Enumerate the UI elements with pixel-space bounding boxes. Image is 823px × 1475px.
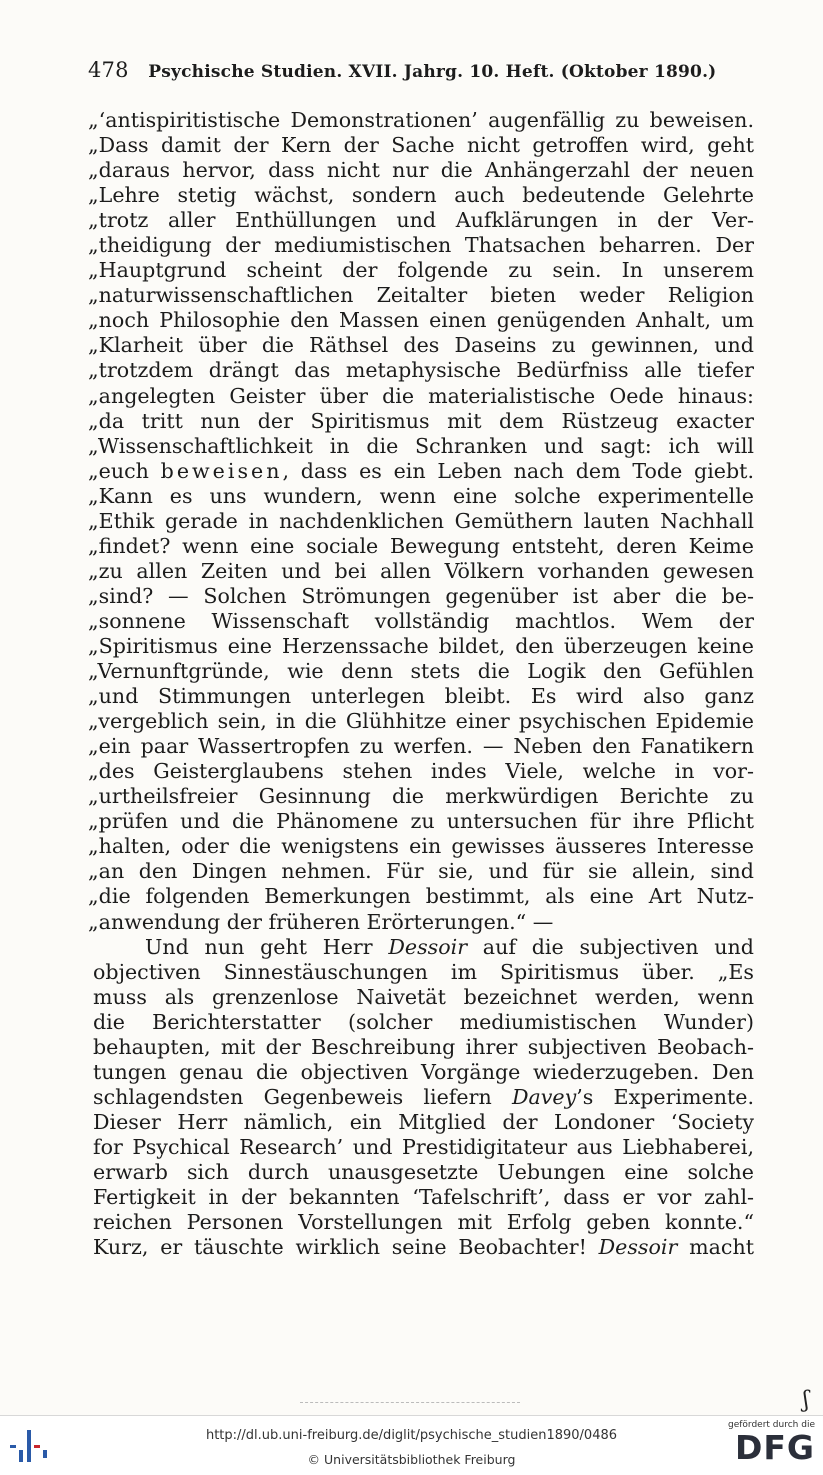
- italic-name: Dessoir: [388, 934, 468, 959]
- spaced-emphasis: beweisen: [160, 458, 283, 483]
- text-line: „an den Dingen nehmen. Für sie, und für sie allein, sind: [88, 859, 754, 884]
- text-line: [88, 1235, 754, 1260]
- text-line: „trotzdem drängt das metaphysische Bedürfniss alle tiefer: [88, 358, 754, 383]
- text-line: Fertigkeit in der bekannten ‘Tafelschrift’, dass er vor zahl-: [93, 1185, 754, 1210]
- italic-name: Davey: [511, 1084, 577, 1109]
- text-line: tungen genau die objectiven Vorgänge wiederzugeben. Den: [93, 1059, 754, 1084]
- text-line: „Ethik gerade in nachdenklichen Gemüthern lauten Nachhall: [88, 508, 754, 533]
- copyright-notice: © Universitätsbibliothek Freiburg: [307, 1452, 516, 1467]
- text-line: „angelegten Geister über die materialistische Oede hinaus:: [88, 383, 754, 408]
- sponsor-text: gefördert durch die: [728, 1420, 815, 1430]
- text-line: „Spiritismus eine Herzenssache bildet, den überzeugen keine: [88, 633, 754, 658]
- text-line: Dieser Herr nämlich, ein Mitglied der Londoner ‘Society: [93, 1109, 754, 1134]
- line-start: Kurz, er täuschte wirklich seine Beobachter!: [93, 1235, 599, 1260]
- text-line: die Berichterstatter (solcher mediumistischen Wunder): [93, 1009, 754, 1034]
- text-line: „und Stimmungen unterlegen bleibt. Es wird also ganz: [88, 684, 754, 709]
- text-line: „halten, oder die wenigstens ein gewisses äusseres Interesse: [88, 834, 754, 859]
- text-line: [88, 459, 754, 484]
- text-line: „Lehre stetig wächst, sondern auch bedeutende Gelehrte: [88, 183, 754, 208]
- text-line: „Wissenschaftlichkeit in die Schranken und sagt: ich will: [88, 433, 754, 458]
- page-number: 478: [88, 58, 129, 82]
- text-line: „prüfen und die Phänomene zu untersuchen für ihre Pflicht: [88, 809, 754, 834]
- viewer-footer: [0, 1415, 823, 1475]
- text-line: „zu allen Zeiten und bei allen Völkern vorhanden gewesen: [88, 558, 754, 583]
- text-line: „Vernunftgründe, wie denn stets die Logik den Gefühlen: [88, 659, 754, 684]
- stray-pen-mark-icon: ʃ: [803, 1388, 809, 1413]
- running-head: [88, 58, 748, 82]
- text-line: „vergeblich sein, in die Glühhitze einer psychischen Epidemie: [88, 709, 754, 734]
- line-end: auf die subjectiven und: [467, 934, 754, 959]
- text-line: „des Geisterglaubens stehen indes Viele, welche in vor-: [88, 759, 754, 784]
- text-line: reichen Personen Vorstellungen mit Erfolg geben konnte.“: [93, 1210, 754, 1235]
- text-line: „Klarheit über die Räthsel des Daseins zu gewinnen, und: [88, 333, 754, 358]
- line-start: schlagendsten Gegenbeweis liefern: [93, 1084, 512, 1109]
- text-line: [88, 935, 754, 960]
- line-end: , dass es ein Leben nach dem Tode giebt.: [282, 458, 754, 483]
- text-line: erwarb sich durch unausgesetzte Uebungen eine solche: [93, 1159, 754, 1184]
- text-line: „sonnene Wissenschaft vollständig machtlos. Wem der: [88, 608, 754, 633]
- text-line: „‘antispiritistische Demonstrationen’ augenfällig zu beweisen.: [88, 108, 754, 132]
- text-line: „findet? wenn eine sociale Bewegung entsteht, deren Keime: [88, 533, 754, 558]
- dfg-logo: DFG: [734, 1428, 815, 1467]
- text-line: objectiven Sinnestäuschungen im Spiritismus über. „Es: [93, 959, 754, 984]
- line-start: „euch: [88, 458, 161, 483]
- text-line: „Dass damit der Kern der Sache nicht getroffen wird, geht: [88, 133, 754, 158]
- bottom-scan-artifact: [300, 1402, 520, 1409]
- text-line: muss als grenzenlose Naivetät bezeichnet werden, wenn: [93, 984, 754, 1009]
- text-line: behaupten, mit der Beschreibung ihrer subjectiven Beobach-: [93, 1034, 754, 1059]
- text-line: „ein paar Wassertropfen zu werfen. — Neben den Fanatikern: [88, 734, 754, 759]
- text-line: „trotz aller Enthüllungen und Aufklärungen in der Ver-: [88, 208, 754, 233]
- source-url-link[interactable]: http://dl.ub.uni-freiburg.de/diglit/psychische_studien1890/0486: [205, 1428, 618, 1443]
- text-line: „daraus hervor, dass nicht nur die Anhängerzahl der neuen: [88, 158, 754, 183]
- text-line: „anwendung der früheren Erörterungen.“ —: [88, 909, 554, 934]
- text-line: „sind? — Solchen Strömungen gegenüber ist aber die be-: [88, 583, 754, 608]
- text-line: [88, 1085, 754, 1110]
- text-line: „noch Philosophie den Massen einen genügenden Anhalt, um: [88, 308, 754, 333]
- line-end: ’s Experimente.: [576, 1084, 754, 1109]
- dfg-sponsor[interactable]: [719, 1420, 815, 1472]
- text-line: „naturwissenschaftlichen Zeitalter bieten weder Religion: [88, 283, 754, 308]
- text-line: „Kann es uns wundern, wenn eine solche experimentelle: [88, 483, 754, 508]
- line-start: Und nun geht Herr: [145, 934, 389, 959]
- italic-name: Dessoir: [598, 1235, 678, 1260]
- line-end: macht: [677, 1235, 754, 1260]
- text-line: „die folgenden Bemerkungen bestimmt, als eine Art Nutz-: [88, 884, 754, 909]
- text-line: „theidigung der mediumistischen Thatsachen beharren. Der: [88, 233, 754, 258]
- body-text: [88, 108, 754, 1260]
- text-line: for Psychical Research’ und Prestidigitateur aus Liebhaberei,: [93, 1134, 754, 1159]
- text-line: „Hauptgrund scheint der folgende zu sein. In unserem: [88, 258, 754, 283]
- text-line: „da tritt nun der Spiritismus mit dem Rüstzeug exacter: [88, 408, 754, 433]
- running-title: Psychische Studien. XVII. Jahrg. 10. Heft. (Oktober 1890.): [148, 62, 717, 82]
- text-line: „urtheilsfreier Gesinnung die merkwürdigen Berichte zu: [88, 784, 754, 809]
